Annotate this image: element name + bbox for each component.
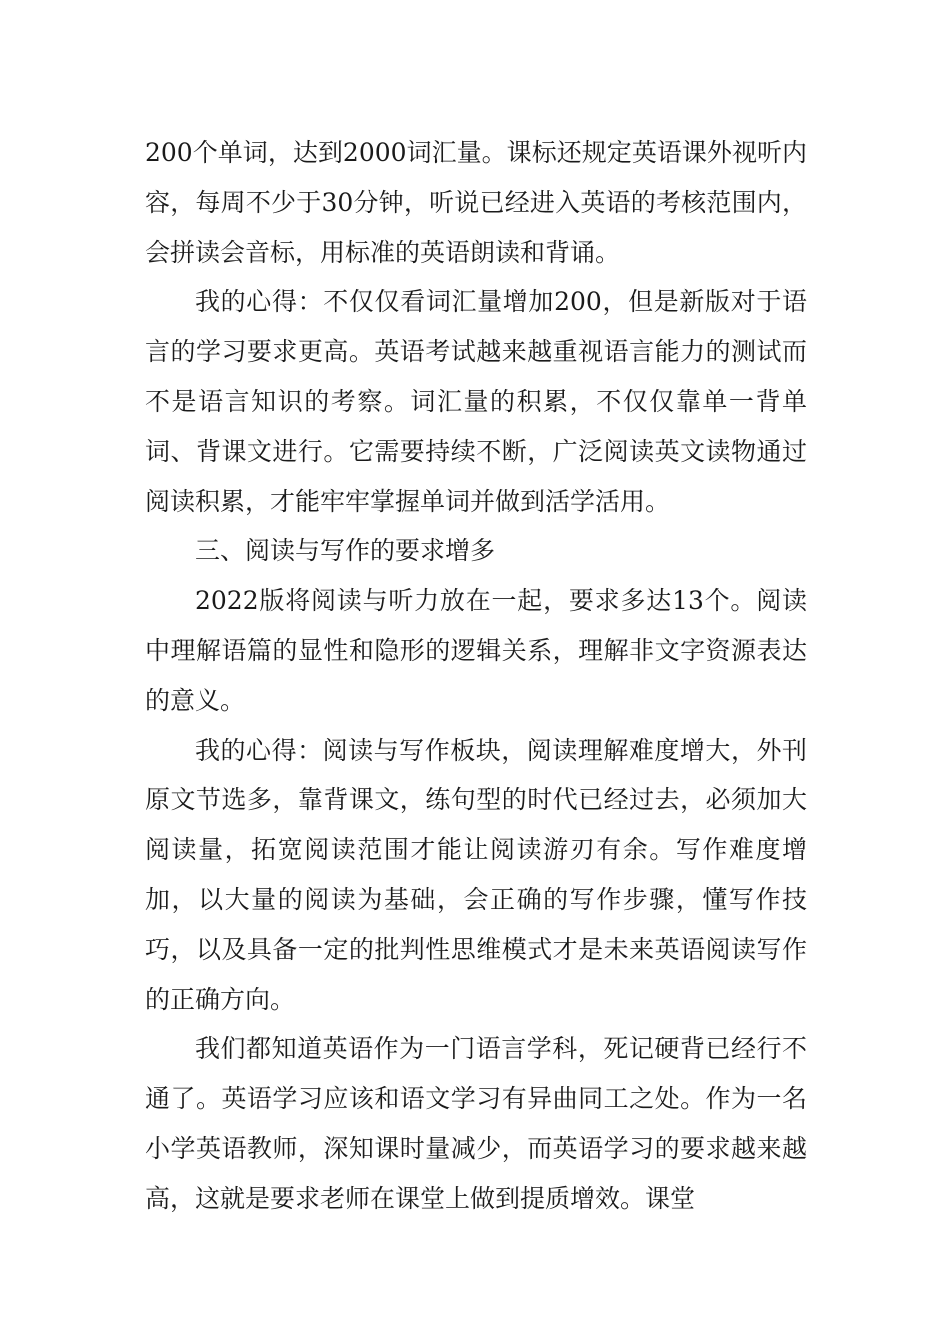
section-heading-reading-writing: 三、阅读与写作的要求增多 — [195, 536, 496, 566]
paragraph-reflection-reading-writing: 我的心得：阅读与写作板块，阅读理解难度增大，外刊原文节选多，靠背课文，练句型的时代已经过去，必须加大阅读量，拓宽阅读范围才能让阅读游刃有余。写作难度增加，以大量的阅读为基础，会正确的写作步骤，懂写作技巧，以及具备一定的批判性思维模式才是未来英语阅读写作的正确方向。 — [145, 735, 807, 1014]
paragraph-reflection-vocabulary: 我的心得：不仅仅看词汇量增加200，但是新版对于语言的学习要求更高。英语考试越来越重视语言能力的测试而不是语言知识的考察。词汇量的积累，不仅仅靠单一背单词、背课文进行。它需要持续不断，广泛阅读英文读物通过阅读积累，才能牢牢掌握单词并做到活学活用。 — [145, 287, 807, 516]
document-body — [145, 128, 807, 1224]
paragraph-2022-reading: 2022版将阅读与听力放在一起，要求多达13个。阅读中理解语篇的显性和隐形的逻辑关系，理解非文字资源表达的意义。 — [145, 586, 807, 715]
paragraph-teaching-conclusion: 我们都知道英语作为一门语言学科，死记硬背已经行不通了。英语学习应该和语文学习有异曲同工之处。作为一名小学英语教师，深知课时量减少，而英语学习的要求越来越高，这就是要求老师在课堂上做到提质增效。课堂 — [145, 1034, 807, 1213]
paragraph-continued: 200个单词，达到2000词汇量。课标还规定英语课外视听内容，每周不少于30分钟，听说已经进入英语的考核范围内，会拼读会音标，用标准的英语朗读和背诵。 — [145, 138, 807, 267]
